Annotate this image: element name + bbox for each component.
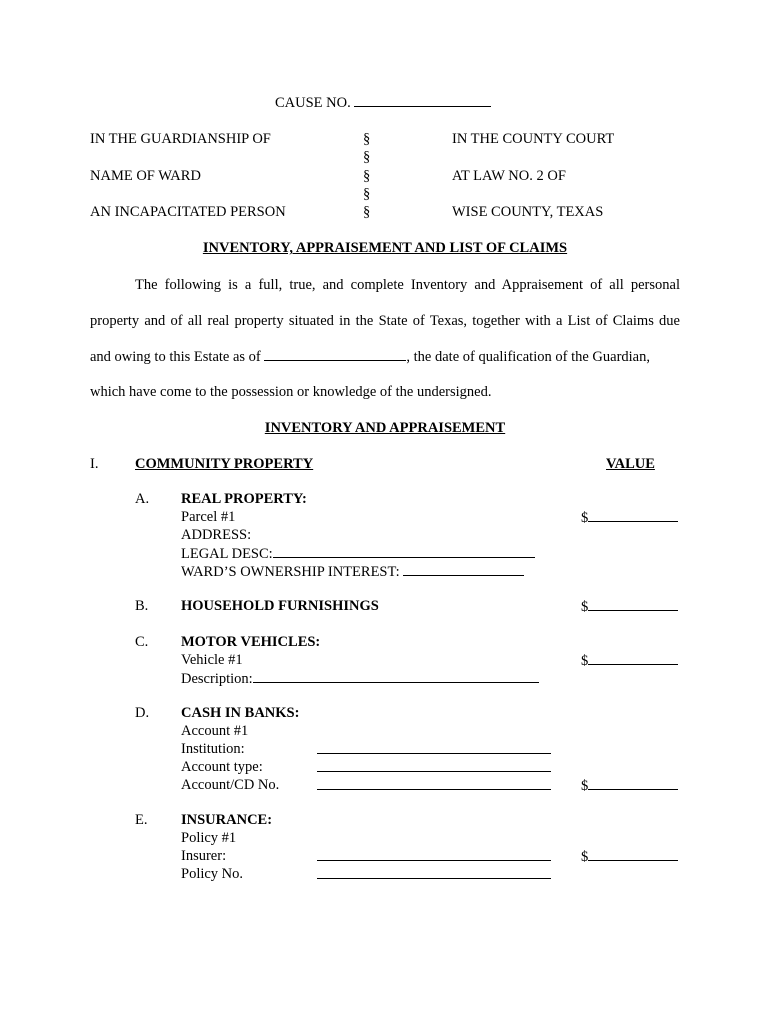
- legal-desc-field[interactable]: [273, 544, 535, 558]
- intro-line-2: property and of all real property situated in the State of Texas, together with a List of Claims due: [90, 313, 680, 329]
- legal-desc-row: [181, 544, 535, 563]
- household-heading: HOUSEHOLD FURNISHINGS: [181, 598, 379, 614]
- value-insurance-field[interactable]: [588, 847, 678, 861]
- estate-date-field[interactable]: [264, 347, 406, 361]
- currency-symbol: $: [581, 778, 589, 794]
- ownership-label: WARD’S OWNERSHIP INTEREST:: [181, 564, 400, 580]
- part-numeral: I.: [90, 456, 99, 472]
- value-header: VALUE: [606, 456, 655, 472]
- caption-left-1: IN THE GUARDIANSHIP OF: [90, 131, 271, 147]
- caption-right-2: AT LAW NO. 2 OF: [452, 168, 566, 184]
- institution-field[interactable]: [317, 753, 551, 754]
- real-property-heading: REAL PROPERTY:: [181, 491, 307, 507]
- value-real-property: [581, 508, 678, 527]
- intro-line-3-post: , the date of qualification of the Guardian,: [406, 349, 650, 365]
- section-symbol: §: [363, 168, 371, 184]
- section-symbol: §: [363, 131, 371, 147]
- caption-right-1: IN THE COUNTY COURT: [452, 131, 615, 147]
- policy-label: Policy #1: [181, 830, 237, 846]
- account-number-label: Account/CD No.: [181, 777, 280, 793]
- value-insurance: [581, 847, 678, 866]
- item-letter-e: E.: [135, 812, 148, 828]
- motor-vehicles-heading: MOTOR VEHICLES:: [181, 634, 321, 650]
- currency-symbol: $: [581, 599, 589, 615]
- intro-line-3-pre: and owing to this Estate as of: [90, 349, 261, 365]
- account-label: Account #1: [181, 723, 249, 739]
- cash-heading: CASH IN BANKS:: [181, 705, 300, 721]
- value-household-field[interactable]: [588, 597, 678, 611]
- section-symbol: §: [363, 149, 371, 165]
- section-symbol: §: [363, 204, 371, 220]
- cause-number: [275, 93, 491, 112]
- part-label: COMMUNITY PROPERTY: [135, 456, 314, 472]
- value-cash-field[interactable]: [588, 776, 678, 790]
- insurer-field[interactable]: [317, 860, 551, 861]
- policy-number-field[interactable]: [317, 878, 551, 879]
- value-vehicle: [581, 651, 678, 670]
- intro-line-3: [90, 347, 680, 366]
- vehicle-label: Vehicle #1: [181, 652, 243, 668]
- intro-line-1: The following is a full, true, and complete Inventory and Appraisement of all personal: [135, 277, 680, 293]
- policy-number-label: Policy No.: [181, 866, 244, 882]
- document-title: INVENTORY, APPRAISEMENT AND LIST OF CLAIMS: [202, 240, 568, 256]
- item-letter-b: B.: [135, 598, 149, 614]
- caption-left-3: AN INCAPACITATED PERSON: [90, 204, 286, 220]
- legal-desc-label: LEGAL DESC:: [181, 546, 273, 562]
- caption-left-2: NAME OF WARD: [90, 168, 201, 184]
- parcel-label: Parcel #1: [181, 509, 236, 525]
- account-number-field[interactable]: [317, 789, 551, 790]
- value-real-property-field[interactable]: [588, 508, 678, 522]
- currency-symbol: $: [581, 510, 589, 526]
- ownership-field[interactable]: [403, 562, 524, 576]
- address-label: ADDRESS:: [181, 527, 252, 543]
- cause-label: CAUSE NO.: [275, 95, 351, 111]
- cause-number-field[interactable]: [354, 93, 491, 107]
- section-heading: INVENTORY AND APPRAISEMENT: [264, 420, 506, 436]
- insurance-heading: INSURANCE:: [181, 812, 273, 828]
- item-letter-c: C.: [135, 634, 149, 650]
- description-label: Description:: [181, 671, 253, 687]
- item-letter-a: A.: [135, 491, 150, 507]
- ownership-row: [181, 562, 524, 581]
- account-type-label: Account type:: [181, 759, 263, 775]
- description-row: [181, 669, 539, 688]
- value-vehicle-field[interactable]: [588, 651, 678, 665]
- description-field[interactable]: [253, 669, 539, 683]
- value-cash: [581, 776, 678, 795]
- value-household: [581, 597, 678, 616]
- currency-symbol: $: [581, 849, 589, 865]
- item-letter-d: D.: [135, 705, 150, 721]
- institution-label: Institution:: [181, 741, 245, 757]
- section-symbol: §: [363, 186, 371, 202]
- currency-symbol: $: [581, 653, 589, 669]
- caption-right-3: WISE COUNTY, TEXAS: [452, 204, 604, 220]
- intro-line-4: which have come to the possession or knowledge of the undersigned.: [90, 384, 492, 400]
- account-type-field[interactable]: [317, 771, 551, 772]
- insurer-label: Insurer:: [181, 848, 227, 864]
